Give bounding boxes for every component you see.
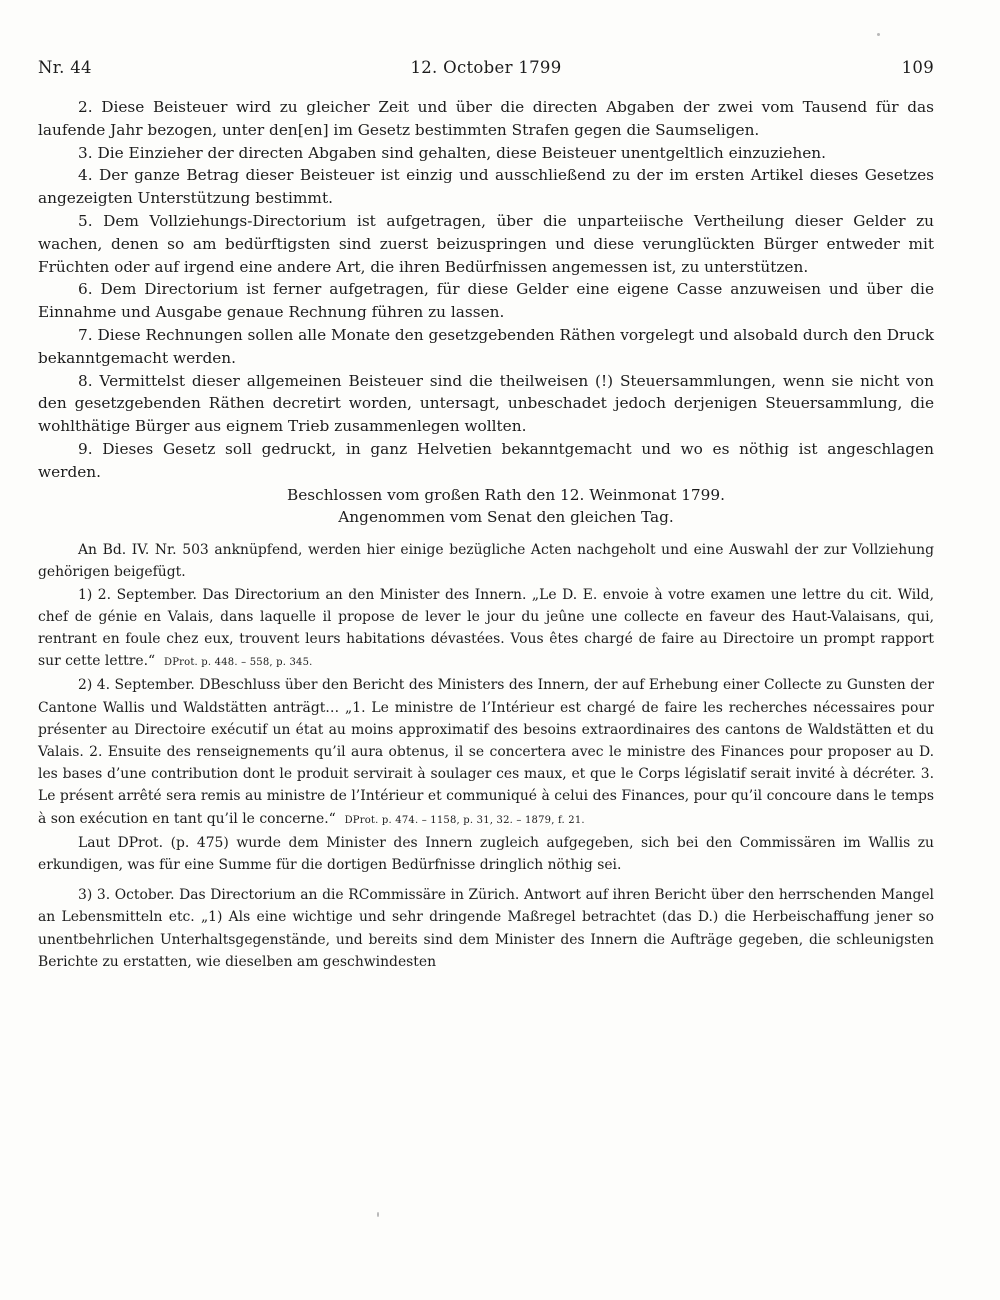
issue-number: Nr. 44 bbox=[38, 58, 92, 77]
law-article: 7. Diese Rechnungen sollen alle Monate den gesetzgebenden Räthen vorgelegt und alsobald durch den Druck bekanntgemacht werden. bbox=[38, 325, 934, 367]
law-text bbox=[38, 96, 934, 529]
note-laut: Laut DProt. (p. 475) wurde dem Minister des Innern zugleich aufgegeben, sich bei den Commissären im Wallis zu erkundigen, was für eine Summe für die dortigen Bedürfnisse dringlich nöthig sei. bbox=[38, 834, 934, 873]
law-article: 5. Dem Vollziehungs-Directorium ist aufgetragen, über die unparteiische Vertheilung dieser Gelder zu wachen, denen so am bedürftigsten sind zuerst beizuspringen und diese verunglückten Bürger entweder mit Früchten oder auf irgend eine andere Art, die ihren Bedürfnissen angemessen ist, zu unterstützen. bbox=[38, 211, 934, 276]
law-article: 9. Dieses Gesetz soll gedruckt, in ganz Helvetien bekanntgemacht und wo es nöthig ist angeschlagen werden. bbox=[38, 439, 934, 481]
law-article: 2. Diese Beisteuer wird zu gleicher Zeit und über die directen Abgaben der zwei vom Tausend für das laufende Jahr bezogen, unter den[en] im Gesetz bestimmten Strafen gegen die Saumseligen. bbox=[38, 98, 934, 139]
note-item-1 bbox=[38, 584, 934, 675]
document-page bbox=[38, 58, 934, 973]
spacer bbox=[38, 876, 934, 884]
law-article: 3. Die Einzieher der directen Abgaben sind gehalten, diese Beisteuer unentgeltlich einzuziehen. bbox=[78, 143, 826, 162]
header-date: 12. October 1799 bbox=[410, 58, 562, 77]
scan-speck bbox=[877, 33, 880, 36]
law-article: 8. Vermittelst dieser allgemeinen Beisteuer sind die theilweisen (!) Steuersammlungen, wenn sie nicht von den gesetzgebenden Räthen decretirt worden, untersagt, unbeschadet jedoch derjenigen Steuersammlung, die wohlthätige Bürger aus eignem Trieb zusammenlegen wollten. bbox=[38, 371, 934, 436]
resolution-council: Beschlossen vom großen Rath den 12. Weinmonat 1799. bbox=[286, 485, 725, 504]
notes-intro: An Bd. IV. Nr. 503 anknüpfend, werden hier einige bezügliche Acten nachgeholt und eine Auswahl der zur Vollziehung gehörigen beigefügt. bbox=[38, 542, 934, 581]
editorial-notes bbox=[38, 539, 934, 973]
note-item-2-text: 2) 4. September. DBeschluss über den Bericht des Ministers des Innern, der auf Erhebung einer Collecte zu Gunsten der Cantone Wallis und Waldstätten anträgt… „1. Le ministre de l’Intérieur est chargé de faire les recherches nécessaires pour présenter au Directoire exécutif un état au moins approximatif des besoins extraordinaires des cantons de Waldstätten et du Valais. 2. Ensuite des renseignements qu’il aura obtenus, il se concertera avec le ministre des Finances pour proposer au D. les bases d’une contribution dont le produit servirait à soulager ces maux, et que le Corps législatif serait invité à décréter. 3. Le présent arrêté sera remis au ministre de l’Intérieur et communiqué à celui des Finances, pour qu’il concoure dans le temps à son exécution en tant qu’il le concerne.“ bbox=[38, 677, 934, 827]
note-item-1-reference: DProt. p. 448. – 558, p. 345. bbox=[163, 657, 313, 669]
page-number: 109 bbox=[901, 58, 934, 77]
note-item-2-reference: DProt. p. 474. – 1158, p. 31, 32. – 1879, f. 21. bbox=[344, 814, 585, 826]
law-article: 4. Der ganze Betrag dieser Beisteuer ist einzig und ausschließend zu der im ersten Artikel dieses Gesetzes angezeigten Unterstützung bestimmt. bbox=[38, 166, 934, 208]
resolution-senate: Angenommen vom Senat den gleichen Tag. bbox=[338, 508, 674, 527]
note-item-1-text: 1) 2. September. Das Directorium an den Minister des Innern. „Le D. E. envoie à votre examen une lettre du cit. Wild, chef de génie en Valais, dans laquelle il propose de lever le jour du jeûne une collecte en faveur des Haut-Valaisans, qui, rentrant en foule chez eux, trouvent leurs habitations dévastées. Vous êtes chargé de faire au Directoire un prompt rapport sur cette lettre.“ bbox=[38, 586, 934, 670]
running-header bbox=[38, 58, 934, 86]
note-item-2 bbox=[38, 674, 934, 831]
note-item-3: 3) 3. October. Das Directorium an die RCommissäre in Zürich. Antwort auf ihren Bericht über den herrschenden Mangel an Lebensmitteln etc. „1) Als eine wichtige und sehr dringende Maßregel betrachtet (das D.) die Herbeischaffung jener so unentbehrlichen Unterhaltsgegenstände, und bereits sind dem Minister des Innern die Aufträge gegeben, die schleunigsten Berichte zu erstatten, wie dieselben am geschwindesten bbox=[38, 887, 934, 970]
scan-speck bbox=[377, 1212, 379, 1217]
law-article: 6. Dem Directorium ist ferner aufgetragen, für diese Gelder eine eigene Casse anzuweisen und über die Einnahme und Ausgabe genaue Rechnung führen zu lassen. bbox=[38, 280, 934, 322]
